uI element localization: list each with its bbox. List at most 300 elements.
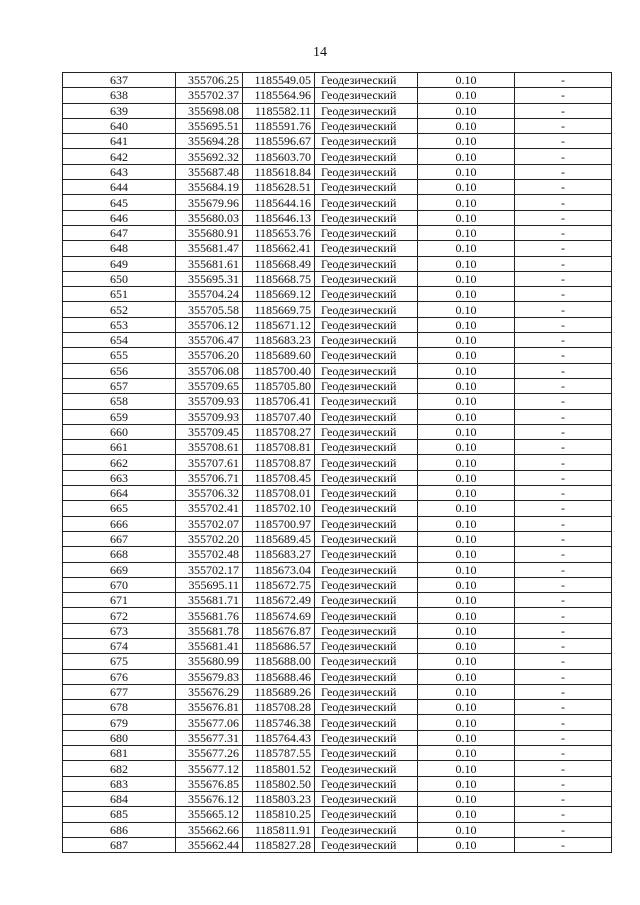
method-cell: Геодезический <box>315 271 418 286</box>
y-coordinate-cell: 1185689.45 <box>243 531 315 546</box>
accuracy-cell: 0.10 <box>418 195 515 210</box>
table-row <box>63 807 612 822</box>
note-cell: - <box>515 164 612 179</box>
accuracy-cell: 0.10 <box>418 791 515 806</box>
method-cell: Геодезический <box>315 317 418 332</box>
note-cell: - <box>515 256 612 271</box>
point-number-cell: 674 <box>63 638 176 653</box>
method-cell: Геодезический <box>315 638 418 653</box>
table-row <box>63 837 612 852</box>
point-number-cell: 678 <box>63 700 176 715</box>
method-cell: Геодезический <box>315 746 418 761</box>
note-cell: - <box>515 776 612 791</box>
y-coordinate-cell: 1185672.49 <box>243 593 315 608</box>
method-cell: Геодезический <box>315 730 418 745</box>
x-coordinate-cell: 355702.41 <box>176 501 243 516</box>
accuracy-cell: 0.10 <box>418 317 515 332</box>
x-coordinate-cell: 355681.71 <box>176 593 243 608</box>
table-row <box>63 73 612 88</box>
point-number-cell: 657 <box>63 378 176 393</box>
method-cell: Геодезический <box>315 378 418 393</box>
accuracy-cell: 0.10 <box>418 669 515 684</box>
point-number-cell: 663 <box>63 470 176 485</box>
point-number-cell: 659 <box>63 409 176 424</box>
x-coordinate-cell: 355684.19 <box>176 180 243 195</box>
note-cell: - <box>515 180 612 195</box>
table-row <box>63 195 612 210</box>
table-row <box>63 623 612 638</box>
note-cell: - <box>515 531 612 546</box>
y-coordinate-cell: 1185683.23 <box>243 333 315 348</box>
y-coordinate-cell: 1185811.91 <box>243 822 315 837</box>
page-number: 14 <box>313 45 327 60</box>
note-cell: - <box>515 409 612 424</box>
note-cell: - <box>515 807 612 822</box>
y-coordinate-cell: 1185668.75 <box>243 271 315 286</box>
table-row <box>63 241 612 256</box>
table-row <box>63 394 612 409</box>
y-coordinate-cell: 1185827.28 <box>243 837 315 852</box>
table-row <box>63 118 612 133</box>
table-row <box>63 210 612 225</box>
y-coordinate-cell: 1185707.40 <box>243 409 315 424</box>
x-coordinate-cell: 355706.47 <box>176 333 243 348</box>
method-cell: Геодезический <box>315 363 418 378</box>
table-row <box>63 348 612 363</box>
note-cell: - <box>515 791 612 806</box>
accuracy-cell: 0.10 <box>418 807 515 822</box>
x-coordinate-cell: 355681.76 <box>176 608 243 623</box>
method-cell: Геодезический <box>315 593 418 608</box>
y-coordinate-cell: 1185787.55 <box>243 746 315 761</box>
point-number-cell: 642 <box>63 149 176 164</box>
y-coordinate-cell: 1185662.41 <box>243 241 315 256</box>
x-coordinate-cell: 355698.08 <box>176 103 243 118</box>
method-cell: Геодезический <box>315 302 418 317</box>
coordinates-table-body <box>63 73 612 853</box>
x-coordinate-cell: 355702.48 <box>176 547 243 562</box>
note-cell: - <box>515 241 612 256</box>
point-number-cell: 658 <box>63 394 176 409</box>
method-cell: Геодезический <box>315 669 418 684</box>
point-number-cell: 661 <box>63 440 176 455</box>
x-coordinate-cell: 355702.07 <box>176 516 243 531</box>
point-number-cell: 685 <box>63 807 176 822</box>
method-cell: Геодезический <box>315 455 418 470</box>
method-cell: Геодезический <box>315 531 418 546</box>
y-coordinate-cell: 1185603.70 <box>243 149 315 164</box>
x-coordinate-cell: 355681.41 <box>176 638 243 653</box>
point-number-cell: 650 <box>63 271 176 286</box>
note-cell: - <box>515 547 612 562</box>
point-number-cell: 681 <box>63 746 176 761</box>
x-coordinate-cell: 355705.58 <box>176 302 243 317</box>
y-coordinate-cell: 1185669.75 <box>243 302 315 317</box>
y-coordinate-cell: 1185618.84 <box>243 164 315 179</box>
method-cell: Геодезический <box>315 241 418 256</box>
table-row <box>63 455 612 470</box>
method-cell: Геодезический <box>315 654 418 669</box>
note-cell: - <box>515 424 612 439</box>
y-coordinate-cell: 1185688.00 <box>243 654 315 669</box>
point-number-cell: 656 <box>63 363 176 378</box>
note-cell: - <box>515 455 612 470</box>
table-row <box>63 333 612 348</box>
y-coordinate-cell: 1185689.60 <box>243 348 315 363</box>
method-cell: Геодезический <box>315 195 418 210</box>
method-cell: Геодезический <box>315 715 418 730</box>
method-cell: Геодезический <box>315 348 418 363</box>
accuracy-cell: 0.10 <box>418 149 515 164</box>
point-number-cell: 662 <box>63 455 176 470</box>
table-row <box>63 791 612 806</box>
x-coordinate-cell: 355709.93 <box>176 394 243 409</box>
note-cell: - <box>515 822 612 837</box>
table-row <box>63 547 612 562</box>
x-coordinate-cell: 355677.06 <box>176 715 243 730</box>
accuracy-cell: 0.10 <box>418 333 515 348</box>
note-cell: - <box>515 577 612 592</box>
y-coordinate-cell: 1185802.50 <box>243 776 315 791</box>
point-number-cell: 649 <box>63 256 176 271</box>
point-number-cell: 644 <box>63 180 176 195</box>
y-coordinate-cell: 1185708.45 <box>243 470 315 485</box>
table-row <box>63 593 612 608</box>
y-coordinate-cell: 1185582.11 <box>243 103 315 118</box>
y-coordinate-cell: 1185705.80 <box>243 378 315 393</box>
accuracy-cell: 0.10 <box>418 348 515 363</box>
accuracy-cell: 0.10 <box>418 516 515 531</box>
method-cell: Геодезический <box>315 470 418 485</box>
method-cell: Геодезический <box>315 333 418 348</box>
point-number-cell: 682 <box>63 761 176 776</box>
table-row <box>63 180 612 195</box>
method-cell: Геодезический <box>315 88 418 103</box>
note-cell: - <box>515 333 612 348</box>
table-row <box>63 715 612 730</box>
y-coordinate-cell: 1185683.27 <box>243 547 315 562</box>
accuracy-cell: 0.10 <box>418 409 515 424</box>
point-number-cell: 639 <box>63 103 176 118</box>
accuracy-cell: 0.10 <box>418 73 515 88</box>
y-coordinate-cell: 1185564.96 <box>243 88 315 103</box>
x-coordinate-cell: 355695.31 <box>176 271 243 286</box>
method-cell: Геодезический <box>315 164 418 179</box>
x-coordinate-cell: 355709.93 <box>176 409 243 424</box>
accuracy-cell: 0.10 <box>418 700 515 715</box>
x-coordinate-cell: 355681.47 <box>176 241 243 256</box>
x-coordinate-cell: 355681.78 <box>176 623 243 638</box>
x-coordinate-cell: 355676.12 <box>176 791 243 806</box>
x-coordinate-cell: 355662.66 <box>176 822 243 837</box>
x-coordinate-cell: 355677.31 <box>176 730 243 745</box>
y-coordinate-cell: 1185803.23 <box>243 791 315 806</box>
table-row <box>63 287 612 302</box>
y-coordinate-cell: 1185810.25 <box>243 807 315 822</box>
x-coordinate-cell: 355687.48 <box>176 164 243 179</box>
point-number-cell: 677 <box>63 684 176 699</box>
point-number-cell: 686 <box>63 822 176 837</box>
method-cell: Геодезический <box>315 210 418 225</box>
table-row <box>63 88 612 103</box>
table-row <box>63 761 612 776</box>
table-row <box>63 149 612 164</box>
point-number-cell: 669 <box>63 562 176 577</box>
x-coordinate-cell: 355706.20 <box>176 348 243 363</box>
table-row <box>63 317 612 332</box>
table-row <box>63 700 612 715</box>
note-cell: - <box>515 271 612 286</box>
method-cell: Геодезический <box>315 409 418 424</box>
y-coordinate-cell: 1185591.76 <box>243 118 315 133</box>
method-cell: Геодезический <box>315 486 418 501</box>
table-row <box>63 378 612 393</box>
accuracy-cell: 0.10 <box>418 547 515 562</box>
note-cell: - <box>515 746 612 761</box>
method-cell: Геодезический <box>315 134 418 149</box>
y-coordinate-cell: 1185653.76 <box>243 225 315 240</box>
method-cell: Геодезический <box>315 822 418 837</box>
note-cell: - <box>515 378 612 393</box>
point-number-cell: 640 <box>63 118 176 133</box>
x-coordinate-cell: 355702.20 <box>176 531 243 546</box>
x-coordinate-cell: 355707.61 <box>176 455 243 470</box>
method-cell: Геодезический <box>315 118 418 133</box>
note-cell: - <box>515 88 612 103</box>
table-row <box>63 134 612 149</box>
method-cell: Геодезический <box>315 776 418 791</box>
table-row <box>63 822 612 837</box>
accuracy-cell: 0.10 <box>418 241 515 256</box>
accuracy-cell: 0.10 <box>418 593 515 608</box>
table-row <box>63 363 612 378</box>
x-coordinate-cell: 355706.25 <box>176 73 243 88</box>
y-coordinate-cell: 1185801.52 <box>243 761 315 776</box>
table-row <box>63 409 612 424</box>
y-coordinate-cell: 1185708.87 <box>243 455 315 470</box>
y-coordinate-cell: 1185708.01 <box>243 486 315 501</box>
x-coordinate-cell: 355679.96 <box>176 195 243 210</box>
note-cell: - <box>515 225 612 240</box>
y-coordinate-cell: 1185673.04 <box>243 562 315 577</box>
method-cell: Геодезический <box>315 149 418 164</box>
point-number-cell: 666 <box>63 516 176 531</box>
point-number-cell: 675 <box>63 654 176 669</box>
point-number-cell: 667 <box>63 531 176 546</box>
table-row <box>63 164 612 179</box>
point-number-cell: 660 <box>63 424 176 439</box>
table-row <box>63 730 612 745</box>
point-number-cell: 676 <box>63 669 176 684</box>
note-cell: - <box>515 440 612 455</box>
x-coordinate-cell: 355706.08 <box>176 363 243 378</box>
method-cell: Геодезический <box>315 837 418 852</box>
accuracy-cell: 0.10 <box>418 271 515 286</box>
note-cell: - <box>515 837 612 852</box>
accuracy-cell: 0.10 <box>418 256 515 271</box>
point-number-cell: 647 <box>63 225 176 240</box>
note-cell: - <box>515 134 612 149</box>
note-cell: - <box>515 118 612 133</box>
note-cell: - <box>515 103 612 118</box>
accuracy-cell: 0.10 <box>418 394 515 409</box>
table-row <box>63 654 612 669</box>
accuracy-cell: 0.10 <box>418 118 515 133</box>
accuracy-cell: 0.10 <box>418 715 515 730</box>
point-number-cell: 651 <box>63 287 176 302</box>
note-cell: - <box>515 730 612 745</box>
note-cell: - <box>515 317 612 332</box>
y-coordinate-cell: 1185708.81 <box>243 440 315 455</box>
x-coordinate-cell: 355702.37 <box>176 88 243 103</box>
accuracy-cell: 0.10 <box>418 302 515 317</box>
accuracy-cell: 0.10 <box>418 440 515 455</box>
table-row <box>63 577 612 592</box>
y-coordinate-cell: 1185646.13 <box>243 210 315 225</box>
method-cell: Геодезический <box>315 516 418 531</box>
note-cell: - <box>515 149 612 164</box>
note-cell: - <box>515 700 612 715</box>
accuracy-cell: 0.10 <box>418 746 515 761</box>
note-cell: - <box>515 593 612 608</box>
table-row <box>63 638 612 653</box>
note-cell: - <box>515 348 612 363</box>
table-row <box>63 746 612 761</box>
accuracy-cell: 0.10 <box>418 88 515 103</box>
x-coordinate-cell: 355665.12 <box>176 807 243 822</box>
accuracy-cell: 0.10 <box>418 501 515 516</box>
note-cell: - <box>515 516 612 531</box>
method-cell: Геодезический <box>315 761 418 776</box>
note-cell: - <box>515 684 612 699</box>
table-row <box>63 562 612 577</box>
table-row <box>63 103 612 118</box>
accuracy-cell: 0.10 <box>418 180 515 195</box>
y-coordinate-cell: 1185676.87 <box>243 623 315 638</box>
accuracy-cell: 0.10 <box>418 424 515 439</box>
accuracy-cell: 0.10 <box>418 486 515 501</box>
accuracy-cell: 0.10 <box>418 638 515 653</box>
method-cell: Геодезический <box>315 225 418 240</box>
point-number-cell: 683 <box>63 776 176 791</box>
table-row <box>63 424 612 439</box>
table-row <box>63 501 612 516</box>
accuracy-cell: 0.10 <box>418 134 515 149</box>
accuracy-cell: 0.10 <box>418 761 515 776</box>
note-cell: - <box>515 394 612 409</box>
point-number-cell: 652 <box>63 302 176 317</box>
x-coordinate-cell: 355677.26 <box>176 746 243 761</box>
point-number-cell: 643 <box>63 164 176 179</box>
method-cell: Геодезический <box>315 424 418 439</box>
method-cell: Геодезический <box>315 684 418 699</box>
point-number-cell: 672 <box>63 608 176 623</box>
point-number-cell: 645 <box>63 195 176 210</box>
accuracy-cell: 0.10 <box>418 455 515 470</box>
method-cell: Геодезический <box>315 180 418 195</box>
accuracy-cell: 0.10 <box>418 363 515 378</box>
note-cell: - <box>515 73 612 88</box>
note-cell: - <box>515 562 612 577</box>
accuracy-cell: 0.10 <box>418 164 515 179</box>
method-cell: Геодезический <box>315 807 418 822</box>
table-row <box>63 486 612 501</box>
note-cell: - <box>515 715 612 730</box>
y-coordinate-cell: 1185702.10 <box>243 501 315 516</box>
method-cell: Геодезический <box>315 440 418 455</box>
table-row <box>63 669 612 684</box>
note-cell: - <box>515 654 612 669</box>
accuracy-cell: 0.10 <box>418 470 515 485</box>
x-coordinate-cell: 355695.11 <box>176 577 243 592</box>
y-coordinate-cell: 1185672.75 <box>243 577 315 592</box>
accuracy-cell: 0.10 <box>418 210 515 225</box>
y-coordinate-cell: 1185764.43 <box>243 730 315 745</box>
note-cell: - <box>515 302 612 317</box>
note-cell: - <box>515 195 612 210</box>
table-row <box>63 225 612 240</box>
method-cell: Геодезический <box>315 501 418 516</box>
y-coordinate-cell: 1185674.69 <box>243 608 315 623</box>
y-coordinate-cell: 1185708.27 <box>243 424 315 439</box>
note-cell: - <box>515 761 612 776</box>
point-number-cell: 664 <box>63 486 176 501</box>
accuracy-cell: 0.10 <box>418 654 515 669</box>
y-coordinate-cell: 1185596.67 <box>243 134 315 149</box>
table-row <box>63 256 612 271</box>
method-cell: Геодезический <box>315 562 418 577</box>
x-coordinate-cell: 355706.71 <box>176 470 243 485</box>
method-cell: Геодезический <box>315 394 418 409</box>
y-coordinate-cell: 1185549.05 <box>243 73 315 88</box>
table-row <box>63 302 612 317</box>
y-coordinate-cell: 1185669.12 <box>243 287 315 302</box>
x-coordinate-cell: 355704.24 <box>176 287 243 302</box>
point-number-cell: 646 <box>63 210 176 225</box>
method-cell: Геодезический <box>315 791 418 806</box>
coordinates-table <box>62 72 612 853</box>
x-coordinate-cell: 355709.45 <box>176 424 243 439</box>
x-coordinate-cell: 355679.83 <box>176 669 243 684</box>
x-coordinate-cell: 355680.99 <box>176 654 243 669</box>
y-coordinate-cell: 1185671.12 <box>243 317 315 332</box>
accuracy-cell: 0.10 <box>418 577 515 592</box>
x-coordinate-cell: 355708.61 <box>176 440 243 455</box>
method-cell: Геодезический <box>315 287 418 302</box>
point-number-cell: 668 <box>63 547 176 562</box>
y-coordinate-cell: 1185706.41 <box>243 394 315 409</box>
point-number-cell: 679 <box>63 715 176 730</box>
accuracy-cell: 0.10 <box>418 103 515 118</box>
accuracy-cell: 0.10 <box>418 287 515 302</box>
y-coordinate-cell: 1185688.46 <box>243 669 315 684</box>
point-number-cell: 655 <box>63 348 176 363</box>
accuracy-cell: 0.10 <box>418 608 515 623</box>
x-coordinate-cell: 355676.29 <box>176 684 243 699</box>
x-coordinate-cell: 355676.85 <box>176 776 243 791</box>
x-coordinate-cell: 355677.12 <box>176 761 243 776</box>
note-cell: - <box>515 669 612 684</box>
note-cell: - <box>515 470 612 485</box>
method-cell: Геодезический <box>315 623 418 638</box>
accuracy-cell: 0.10 <box>418 378 515 393</box>
note-cell: - <box>515 287 612 302</box>
y-coordinate-cell: 1185708.28 <box>243 700 315 715</box>
table-row <box>63 271 612 286</box>
method-cell: Геодезический <box>315 256 418 271</box>
table-row <box>63 776 612 791</box>
y-coordinate-cell: 1185668.49 <box>243 256 315 271</box>
